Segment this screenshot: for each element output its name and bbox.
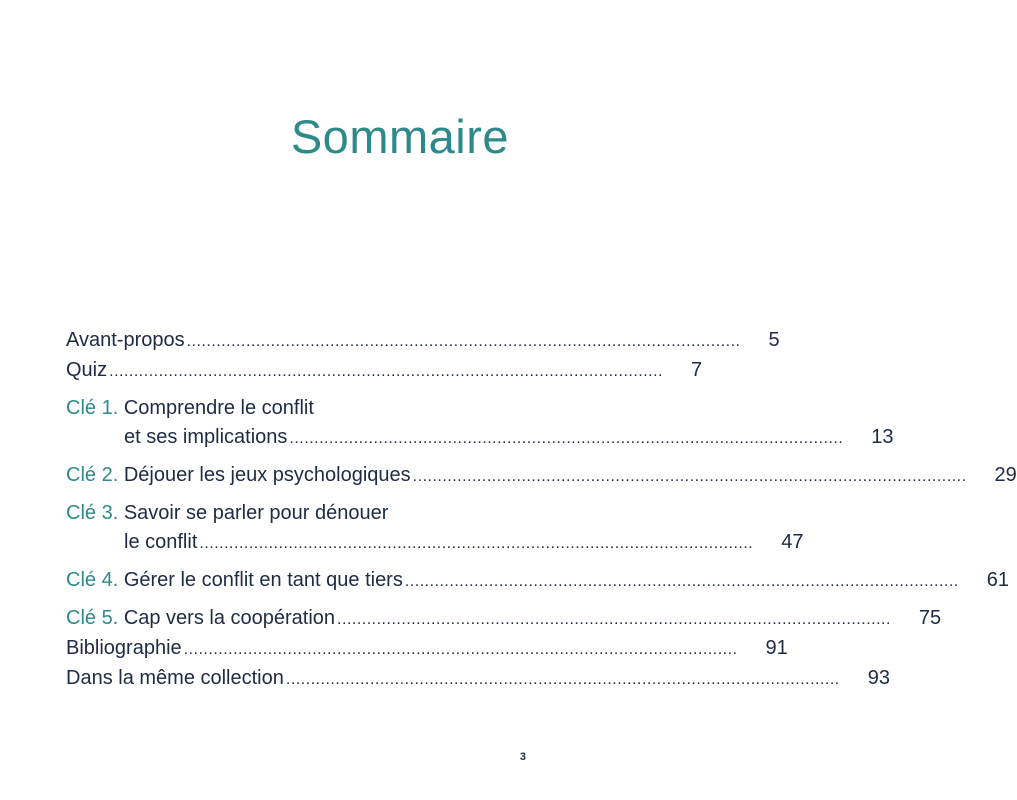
dot-leader: ................................................................................................................: [285, 671, 840, 688]
page-number: 3: [519, 751, 526, 763]
toc-entry-label-continued: le conflit: [124, 531, 198, 553]
dot-leader: ................................................................................................................: [404, 573, 959, 590]
toc-key-label: Clé 5.: [66, 607, 119, 629]
table-of-contents: [66, 326, 1017, 694]
toc-entry-label: Avant-propos: [66, 329, 185, 351]
toc-entry-bibliographie[interactable]: [66, 634, 788, 664]
toc-key-label: Clé 3.: [66, 502, 119, 524]
toc-entry-label: Comprendre le conflit: [123, 397, 314, 419]
toc-entry-label: Quiz: [66, 359, 108, 381]
toc-entry-collection[interactable]: [66, 664, 890, 694]
dot-leader: ................................................................................................................: [289, 430, 844, 447]
toc-entry-label: Gérer le conflit en tant que tiers: [123, 569, 403, 591]
page-title: Sommaire: [290, 110, 509, 164]
dot-leader: ................................................................................................................: [199, 535, 754, 552]
toc-entry-label: Déjouer les jeux psychologiques: [123, 464, 411, 486]
toc-page-number: 29: [994, 464, 1017, 486]
toc-entry-avant-propos[interactable]: [66, 326, 780, 356]
toc-page-number: 7: [691, 359, 703, 381]
toc-entry-cle-2[interactable]: [66, 461, 1017, 491]
toc-page-number: 47: [781, 531, 804, 553]
toc-key-label: Clé 4.: [66, 569, 119, 591]
toc-entry-label: Savoir se parler pour dénouer: [123, 502, 389, 524]
toc-entry-quiz[interactable]: [66, 356, 703, 386]
toc-entry-cle-3[interactable]: [66, 499, 804, 558]
toc-page-number: 5: [768, 329, 780, 351]
toc-entry-cle-1[interactable]: [66, 394, 894, 453]
toc-page-number: 93: [867, 667, 890, 689]
dot-leader: ................................................................................................................: [337, 611, 891, 628]
toc-entry-label-continued: et ses implications: [124, 426, 288, 448]
dot-leader: ................................................................................................................: [183, 641, 738, 658]
toc-entry-cle-4[interactable]: [66, 566, 1009, 596]
toc-entry-label: Bibliographie: [66, 637, 182, 659]
dot-leader: ................................................................................................................: [186, 333, 741, 350]
toc-page-number: 91: [765, 637, 788, 659]
dot-leader: ................................................................................................................: [109, 363, 663, 380]
toc-page-number: 13: [871, 426, 894, 448]
toc-key-label: Clé 1.: [66, 397, 119, 419]
toc-key-label: Clé 2.: [66, 464, 119, 486]
toc-entry-label: Dans la même collection: [66, 667, 284, 689]
toc-page-number: 61: [986, 569, 1009, 591]
toc-page-number: 75: [918, 607, 942, 629]
dot-leader: ................................................................................................................: [412, 468, 967, 485]
toc-entry-cle-5[interactable]: [66, 604, 942, 634]
toc-entry-label: Cap vers la coopération: [123, 607, 336, 629]
